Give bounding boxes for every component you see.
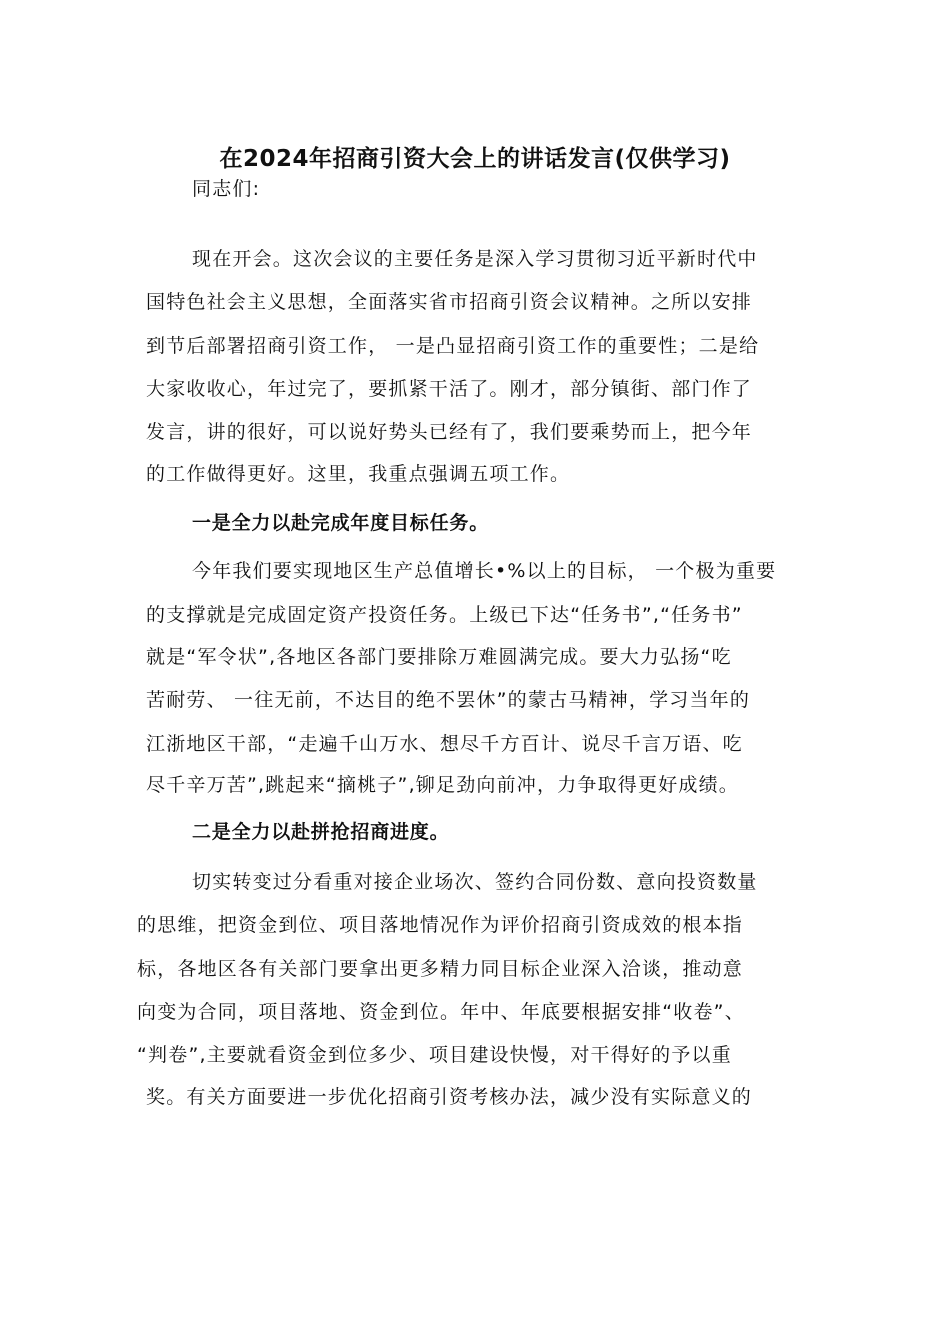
paragraph-line: 的思维，把资金到位、项目落地情况作为评价招商引资成效的根本指 <box>137 914 744 936</box>
paragraph-line: 切实转变过分看重对接企业场次、签约合同份数、意向投资数量 <box>192 871 758 893</box>
paragraph-line: 的工作做得更好。这里，我重点强调五项工作。 <box>146 463 571 485</box>
salutation: 同志们: <box>192 178 261 200</box>
paragraph-line: 尽千辛万苦”,跳起来“摘桃子”,铆足劲向前冲，力争取得更好成绩。 <box>146 774 740 796</box>
paragraph-line: 发言，讲的很好，可以说好势头已经有了，我们要乘势而上，把今年 <box>146 421 753 443</box>
paragraph-line: 的支撑就是完成固定资产投资任务。上级已下达“任务书”,“任务书” <box>146 604 743 626</box>
section-heading: 一是全力以赴完成年度目标任务。 <box>192 512 490 534</box>
paragraph-line: 现在开会。这次会议的主要任务是深入学习贯彻习近平新时代中 <box>192 248 758 270</box>
paragraph-line: 今年我们要实现地区生产总值增长•%以上的目标， 一个极为重要 <box>192 560 777 582</box>
section-heading: 二是全力以赴拼抢招商进度。 <box>192 821 450 843</box>
paragraph-line: 大家收收心，年过完了，要抓紧干活了。刚才，部分镇街、部门作了 <box>146 378 753 400</box>
paragraph-line: 到节后部署招商引资工作， 一是凸显招商引资工作的重要性；二是给 <box>146 335 760 357</box>
paragraph-line: 苦耐劳、 一往无前，不达目的绝不罢休”的蒙古马精神，学习当年的 <box>146 689 751 711</box>
paragraph-line: 标，各地区各有关部门要拿出更多精力同目标企业深入洽谈，推动意 <box>137 958 744 980</box>
paragraph-line: 向变为合同，项目落地、资金到位。年中、年底要根据安排“收卷”、 <box>137 1001 745 1023</box>
document-title: 在2024年招商引资大会上的讲话发言(仅供学习) <box>219 146 731 172</box>
paragraph-line: 奖。有关方面要进一步优化招商引资考核办法，减少没有实际意义的 <box>146 1086 753 1108</box>
paragraph-line: 江浙地区干部，“走遍千山万水、想尽千方百计、说尽千言万语、吃 <box>146 733 743 755</box>
paragraph-line: “判卷”,主要就看资金到位多少、项目建设快慢，对干得好的予以重 <box>137 1044 732 1066</box>
paragraph-line: 就是“军令状”,各地区各部门要排除万难圆满完成。要大力弘扬“吃 <box>146 646 732 668</box>
paragraph-line: 国特色社会主义思想，全面落实省市招商引资会议精神。之所以安排 <box>146 291 753 313</box>
